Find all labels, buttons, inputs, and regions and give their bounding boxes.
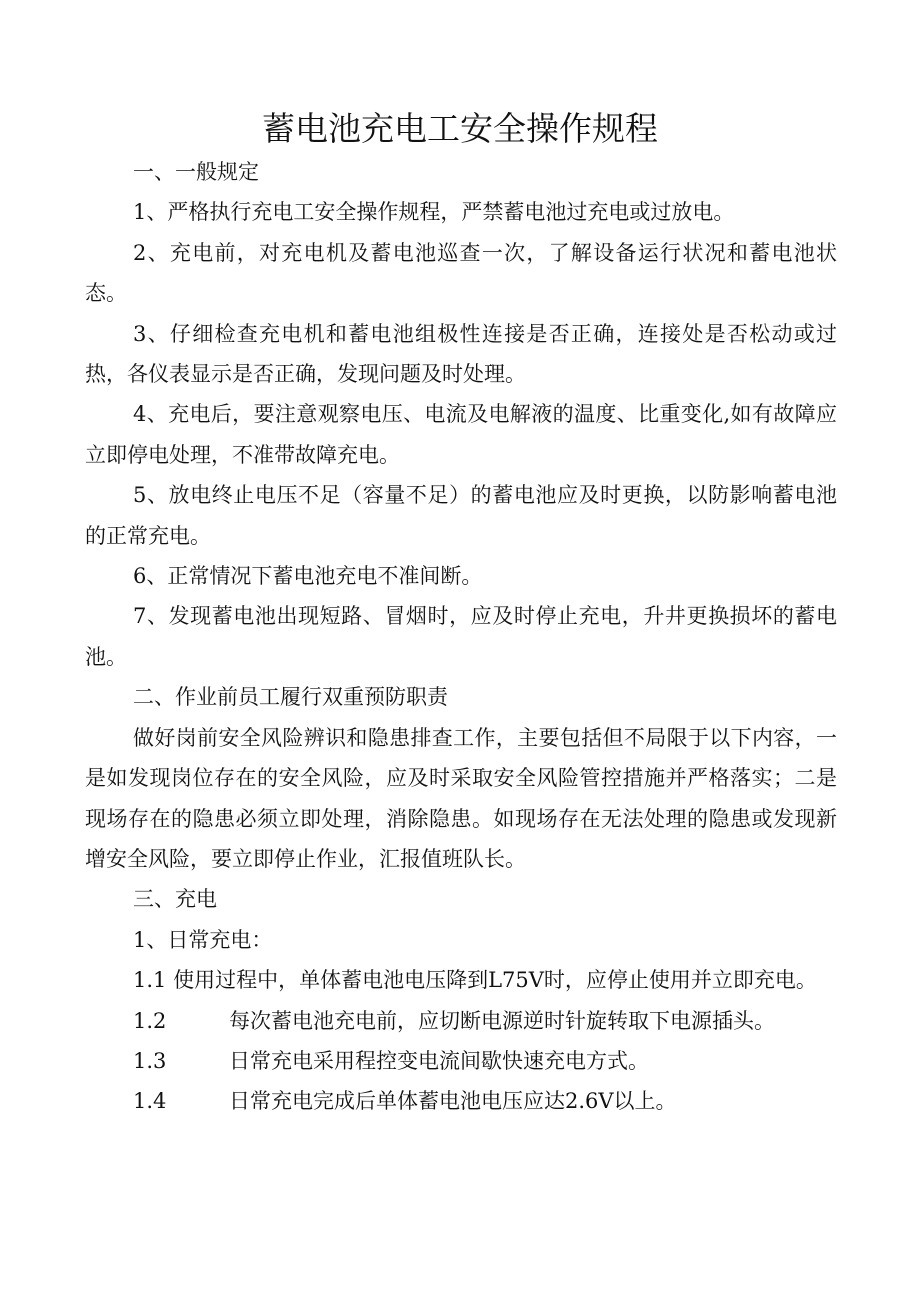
paragraph: 6、正常情况下蓄电池充电不准间断。 [133, 564, 483, 589]
list-item [85, 1041, 837, 1081]
section-heading-charging: 三、充电 [133, 887, 217, 912]
paragraph: 5、放电终止电压不足（容量不足）的蓄电池应及时更换，以防影响蓄电池的正常充电。 [85, 483, 837, 548]
paragraph: 3、仔细检查充电机和蓄电池组极性连接是否正确，连接处是否松动或过热，各仪表显示是否正确，发现问题及时处理。 [85, 321, 837, 387]
paragraph: 7、发现蓄电池出现短路、冒烟时，应及时停止充电，升井更换损坏的蓄电池。 [85, 604, 837, 669]
paragraph: 1、严格执行充电工安全操作规程，严禁蓄电池过充电或过放电。 [133, 200, 735, 225]
paragraph: 1.1 使用过程中，单体蓄电池电压降到L75V时，应停止使用并立即充电。 [133, 968, 817, 993]
paragraph: 2、充电前，对充电机及蓄电池巡查一次，了解设备运行状况和蓄电池状态。 [85, 240, 837, 306]
list-item [85, 1001, 837, 1041]
section-heading-prevention: 二、作业前员工履行双重预防职责 [133, 685, 448, 710]
document-body [85, 152, 837, 1122]
item-text: 每次蓄电池充电前，应切断电源逆时针旋转取下电源插头。 [229, 1008, 775, 1033]
list-item [85, 1081, 837, 1121]
item-number: 1.4 [133, 1089, 167, 1114]
subheading-daily-charging: 1、日常充电： [133, 927, 273, 952]
item-number: 1.2 [133, 1008, 167, 1033]
paragraph: 做好岗前安全风险辨识和隐患排查工作，主要包括但不局限于以下内容，一是如发现岗位存在的安全风险，应及时采取安全风险管控措施并严格落实；二是现场存在的隐患必须立即处理，消除隐患。如现场存在无法处理的隐患或发现新增安全风险，要立即停止作业，汇报值班队长。 [85, 725, 837, 871]
item-text: 日常充电采用程控变电流间歇快速充电方式。 [229, 1048, 649, 1073]
item-number: 1.3 [133, 1048, 167, 1073]
document-title: 蓄电池充电工安全操作规程 [262, 109, 658, 148]
paragraph: 4、充电后，要注意观察电压、电流及电解液的温度、比重变化,如有故障应立即停电处理，不准带故障充电。 [85, 402, 837, 467]
item-text: 日常充电完成后单体蓄电池电压应达2.6V以上。 [229, 1089, 677, 1114]
section-heading-general: 一、一般规定 [133, 160, 259, 184]
